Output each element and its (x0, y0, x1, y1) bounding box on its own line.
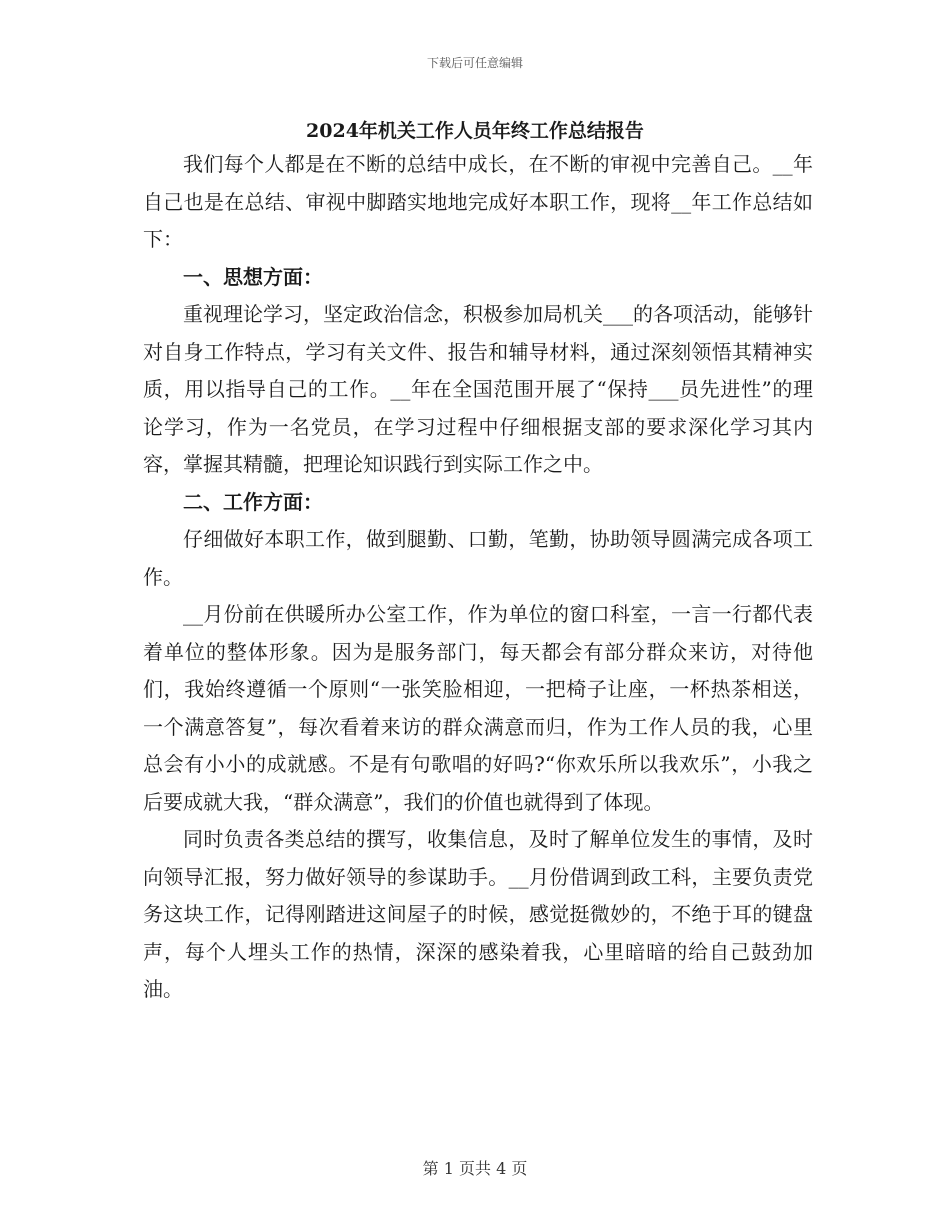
section-heading-ideology: 一、思想方面： (183, 264, 323, 289)
work-paragraph-2: __月份前在供暖所办公室工作，作为单位的窗口科室，一言一行都代表着单位的整体形象。因为是服务部门，每天都会有部分群众来访，对待他们，我始终遵循一个原则“一张笑脸相迎，一把椅子让座，一杯热茶相送，一个满意答复”，每次看着来访的群众满意而归，作为工作人员的我，心里总会有小小的成就感。不是有句歌唱的好吗?“你欢乐所以我欢乐”，小我之后要成就大我，“群众满意”，我们的价值也就得到了体现。 (143, 602, 813, 814)
document-body (143, 146, 813, 1009)
section-heading-work: 二、工作方面： (183, 489, 323, 514)
document-title: 2024年机关工作人员年终工作总结报告 (306, 120, 644, 142)
work-paragraph-3: 同时负责各类总结的撰写，收集信息，及时了解单位发生的事情，及时向领导汇报，努力做好领导的参谋助手。__月份借调到政工科，主要负责党务这块工作，记得刚踏进这间屋子的时候，感觉挺微妙的，不绝于耳的键盘声，每个人埋头工作的热情，深深的感染着我，心里暗暗的给自己鼓劲加油。 (143, 827, 813, 1001)
work-paragraph-1: 仔细做好本职工作，做到腿勤、口勤，笔勤，协助领导圆满完成各项工作。 (143, 527, 813, 589)
ideology-paragraph: 重视理论学习，坚定政治信念，积极参加局机关___的各项活动，能够针对自身工作特点，学习有关文件、报告和辅导材料，通过深刻领悟其精神实质，用以指导自己的工作。__年在全国范围开展了“保持___员先进性”的理论学习，作为一名党员，在学习过程中仔细根据支部的要求深化学习其内容，掌握其精髓，把理论知识践行到实际工作之中。 (143, 302, 813, 476)
page-number: 第 1 页共 4 页 (422, 1159, 528, 1178)
intro-paragraph: 我们每个人都是在不断的总结中成长，在不断的审视中完善自己。__年自己也是在总结、审视中脚踏实地地完成好本职工作，现将__年工作总结如下： (143, 152, 813, 251)
page-header-note: 下载后可任意编辑 (426, 56, 523, 70)
